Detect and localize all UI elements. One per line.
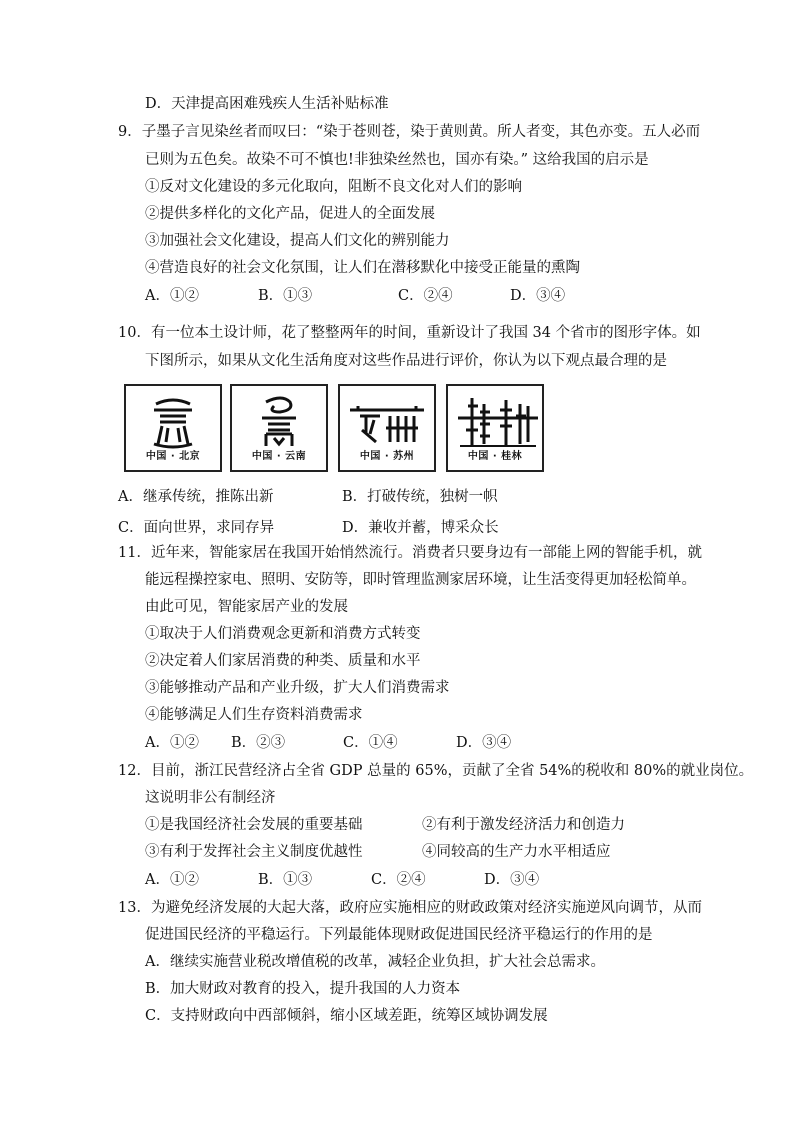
artwork-guilin [446,384,544,472]
q12-item-3: ③有利于发挥社会主义制度优越性 [145,844,363,860]
q11-item-2: ②决定着人们家居消费的种类、质量和水平 [145,653,421,669]
q9-item-4: ④营造良好的社会文化氛围，让人们在潜移默化中接受正能量的熏陶 [145,260,580,276]
q11-item-3: ③能够推动产品和产业升级，扩大人们消费需求 [145,680,450,696]
q11-option-d: D．③④ [456,735,512,751]
artwork-beijing [124,384,222,472]
q9-option-a: A．①② [145,288,199,304]
q12-item-2: ②有利于激发经济活力和创造力 [422,817,625,833]
q10-artwork-row [124,384,554,474]
q12-option-c: C．②④ [371,872,426,888]
q10-stem-line1: 10．有一位本土设计师，花了整整两年的时间，重新设计了我国 34 个省市的图形字体。如 [118,325,701,341]
artwork-suzhou [338,384,436,472]
q10-option-c: C．面向世界，求同存异 [118,520,275,536]
q11-option-a: A．①② [145,735,199,751]
q12-option-d: D．③④ [484,872,540,888]
q12-item-4: ④同较高的生产力水平相适应 [422,844,611,860]
q13-option-a: A．继续实施营业税改增值税的改革，减轻企业负担，扩大社会总需求。 [145,954,605,970]
q13-stem-line1: 13．为避免经济发展的大起大落，政府应实施相应的财政政策对经济实施逆风向调节，从而 [118,900,702,916]
q12-stem-line1: 12．目前，浙江民营经济占全省 GDP 总量的 65%，贡献了全省 54%的税收和 80%的就业岗位。 [118,763,754,779]
q9-item-1: ①反对文化建设的多元化取向，阻断不良文化对人们的影响 [145,179,522,195]
artwork-caption: 中国 · 北京 [145,451,201,462]
q11-stem-line3: 由此可见，智能家居产业的发展 [145,599,348,615]
q11-option-c: C．①④ [343,735,398,751]
q11-item-4: ④能够满足人们生存资料消费需求 [145,707,363,723]
q11-stem-line2: 能远程操控家电、照明、安防等，即时管理监测家居环境，让生活变得更加轻松简单。 [145,572,696,588]
q12-item-1: ①是我国经济社会发展的重要基础 [145,817,363,833]
q9-option-d: D．③④ [510,288,566,304]
q12-option-a: A．①② [145,872,199,888]
artwork-yunnan [230,384,328,472]
q10-option-d: D．兼收并蓄，博采众长 [342,520,499,536]
artwork-caption: 中国 · 桂林 [467,451,523,462]
q11-item-1: ①取决于人们消费观念更新和消费方式转变 [145,626,421,642]
artwork-caption: 中国 · 云南 [251,451,307,462]
q8-option-d: D．天津提高困难残疾人生活补贴标准 [145,96,389,112]
artwork-caption: 中国 · 苏州 [359,451,415,462]
q13-stem-line2: 促进国民经济的平稳运行。下列最能体现财政促进国民经济平稳运行的作用的是 [145,927,653,943]
q9-stem-line1: 9．子墨子言见染丝者而叹曰：“染于苍则苍，染于黄则黄。所人者变，其色亦变。五人必而 [118,124,701,140]
q9-option-b: B．①③ [258,288,313,304]
q12-option-b: B．①③ [258,872,313,888]
q10-option-b: B．打破传统，独树一帜 [342,489,498,505]
q13-option-c: C．支持财政向中西部倾斜，缩小区域差距，统筹区域协调发展 [145,1008,548,1024]
q9-item-3: ③加强社会文化建设，提高人们文化的辨别能力 [145,233,450,249]
q9-item-2: ②提供多样化的文化产品，促进人的全面发展 [145,206,435,222]
q9-stem-line2: 已则为五色矣。故染不可不慎也!非独染丝然也，国亦有染。” 这给我国的启示是 [145,152,649,168]
q10-option-a: A．继承传统，推陈出新 [118,489,274,505]
q12-stem-line2: 这说明非公有制经济 [145,790,276,806]
q10-stem-line2: 下图所示，如果从文化生活角度对这些作品进行评价，你认为以下观点最合理的是 [145,353,667,369]
q13-option-b: B．加大财政对教育的投入，提升我国的人力资本 [145,981,461,997]
q9-option-c: C．②④ [398,288,453,304]
q11-stem-line1: 11．近年来，智能家居在我国开始悄然流行。消费者只要身边有一部能上网的智能手机，就 [118,545,702,561]
q11-option-b: B．②③ [231,735,286,751]
